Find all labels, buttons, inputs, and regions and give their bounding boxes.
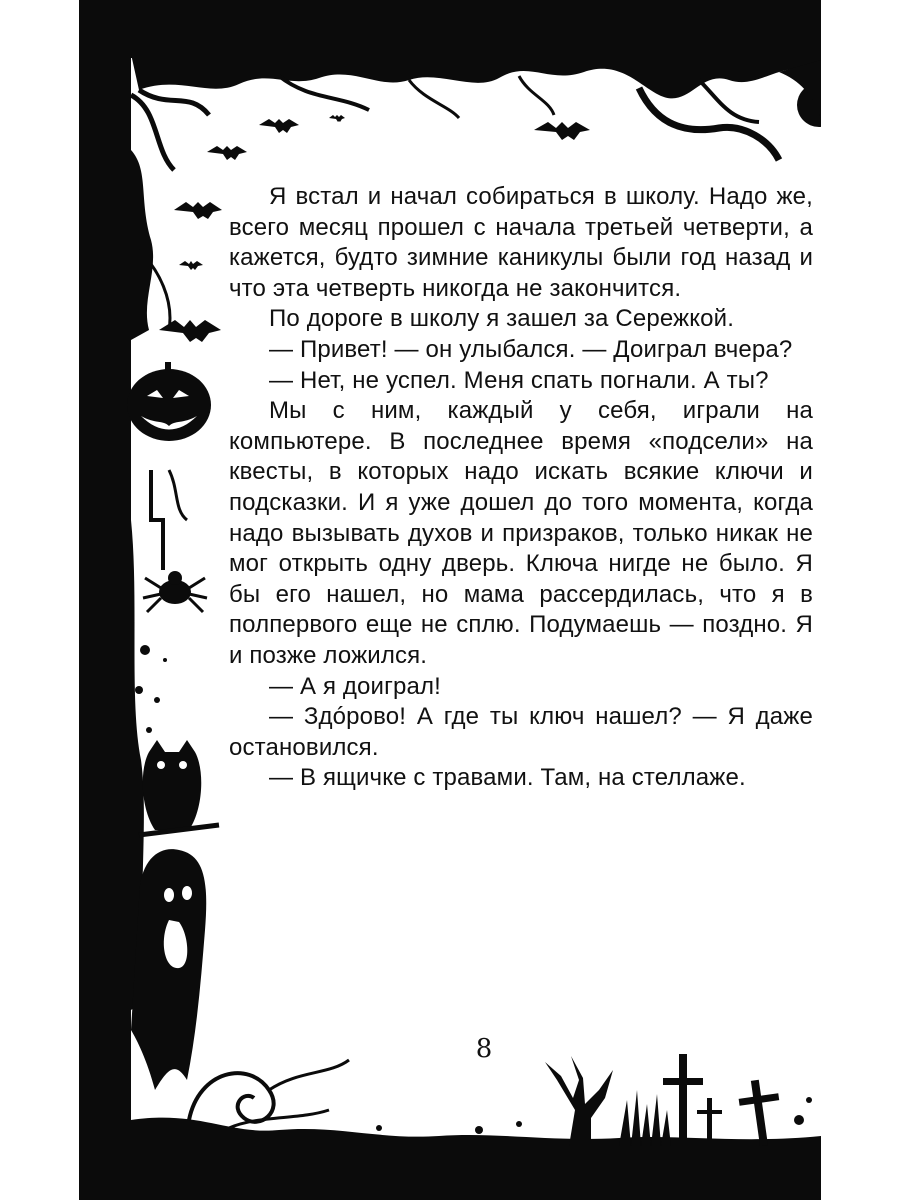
- ghost-icon: [131, 849, 206, 1090]
- bottom-ground: [131, 1146, 821, 1200]
- top-branches: [119, 0, 821, 98]
- spider-icon: [143, 571, 207, 612]
- bat-icon: [534, 122, 590, 140]
- bat-icon: [179, 261, 203, 270]
- bat-icon: [259, 119, 299, 133]
- owl-icon: [139, 740, 219, 835]
- book-page: [79, 0, 821, 1200]
- grass-icon: [619, 1090, 671, 1146]
- dead-tree-icon: [545, 1056, 613, 1146]
- paragraph: — В ящичке с травами. Там, на стеллаже.: [269, 764, 746, 792]
- paragraph: Я встал и начал собираться в школу. Надо же, всего месяц прошел с начала третьей четверти, а кажется, будто зимние каникулы были год назад и что эта четверть никогда не закончится.: [229, 183, 813, 302]
- story-text: [229, 182, 813, 794]
- left-tree-silhouette: [79, 0, 131, 1200]
- cross-icon: [739, 1080, 780, 1146]
- pumpkin-icon: [127, 362, 211, 441]
- swirl-ornament: [189, 1073, 274, 1122]
- page-number: 8: [475, 1034, 493, 1064]
- paragraph: — Нет, не успел. Меня спать погнали. А ты?: [269, 366, 769, 394]
- paragraph: — А я доиграл!: [269, 672, 441, 700]
- paragraph: — Здóрово! А где ты ключ нашел? — Я даже остановился.: [229, 703, 813, 761]
- paragraph: Мы с ним, каждый у себя, играли на компьютере. В последнее время «подсели» на квесты, в которых надо искать всякие ключи и подсказки. И я уже дошел до того момента, когда надо вызывать духов и призраков, только никак не мог открыть одну дверь. Ключа нигде не было. Я бы его нашел, но мама рассердилась, что я в полпервого еще не сплю. Подумаешь — поздно. Я и позже ложился.: [229, 397, 813, 669]
- paragraph: — Привет! — он улыбался. — Доиграл вчера?: [269, 335, 793, 363]
- paragraph: По дороге в школу я зашел за Сережкой.: [269, 305, 735, 333]
- bat-icon: [207, 146, 247, 160]
- bat-icon: [329, 115, 345, 122]
- bat-icon: [174, 202, 222, 219]
